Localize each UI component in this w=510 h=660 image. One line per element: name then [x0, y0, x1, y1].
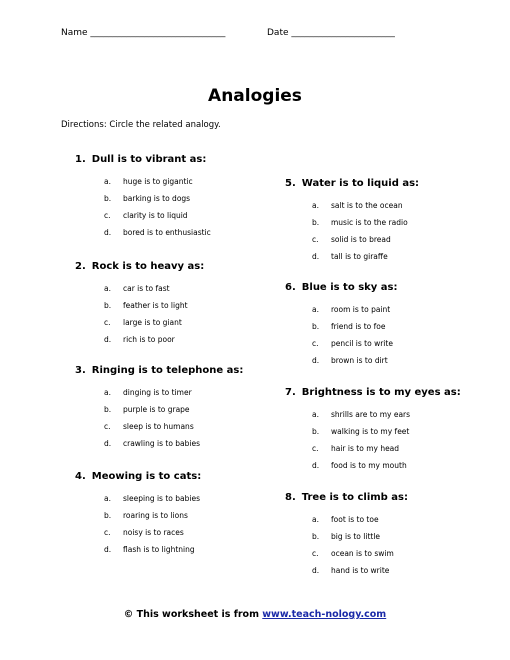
question-3 — [75, 364, 285, 455]
option-c[interactable] — [104, 421, 285, 438]
option-letter: b. — [312, 322, 320, 331]
option-a[interactable] — [104, 176, 285, 193]
question-heading — [75, 153, 285, 166]
option-letter: c. — [104, 528, 111, 537]
question-number: 1. — [75, 154, 86, 165]
option-text: feather is to light — [123, 301, 188, 310]
footer-credit — [0, 609, 510, 620]
option-text: large is to giant — [123, 318, 182, 327]
option-text: big is to little — [331, 532, 381, 541]
question-prompt: Brightness is to my eyes as: — [301, 387, 461, 398]
question-heading — [285, 177, 495, 190]
question-7 — [285, 386, 495, 477]
option-letter: b. — [104, 194, 112, 203]
option-letter: a. — [104, 284, 111, 293]
option-text: sleeping is to babies — [123, 494, 200, 503]
option-d[interactable] — [104, 227, 285, 244]
question-heading — [285, 491, 495, 504]
option-text: brown is to dirt — [331, 356, 388, 365]
question-prompt: Meowing is to cats: — [91, 471, 202, 482]
option-letter: b. — [104, 301, 112, 310]
option-text: flash is to lightning — [123, 545, 195, 554]
option-list — [75, 283, 285, 351]
option-list — [75, 387, 285, 455]
option-text: crawling is to babies — [123, 439, 201, 448]
question-number: 7. — [285, 387, 296, 398]
option-text: salt is to the ocean — [331, 201, 403, 210]
option-list — [75, 176, 285, 244]
option-b[interactable] — [312, 217, 495, 234]
option-b[interactable] — [312, 426, 495, 443]
footer-link[interactable]: www.teach-nology.com — [262, 609, 387, 620]
option-b[interactable] — [104, 404, 285, 421]
option-letter: c. — [312, 235, 319, 244]
question-number: 3. — [75, 365, 86, 376]
date-field[interactable]: Date _______________________ — [267, 28, 395, 38]
option-letter: d. — [104, 335, 112, 344]
option-text: sleep is to humans — [123, 422, 194, 431]
option-c[interactable] — [104, 210, 285, 227]
question-5 — [285, 177, 495, 268]
question-heading — [285, 386, 495, 399]
option-text: purple is to grape — [123, 405, 190, 414]
option-letter: b. — [312, 532, 320, 541]
option-d[interactable] — [312, 355, 495, 372]
option-letter: a. — [312, 410, 319, 419]
option-text: walking is to my feet — [331, 427, 410, 436]
option-text: bored is to enthusiastic — [123, 228, 211, 237]
option-letter: c. — [312, 549, 319, 558]
option-b[interactable] — [312, 531, 495, 548]
question-prompt: Tree is to climb as: — [301, 492, 409, 503]
option-d[interactable] — [312, 251, 495, 268]
option-b[interactable] — [104, 300, 285, 317]
option-letter: d. — [104, 228, 112, 237]
footer-prefix: © This worksheet is from — [123, 609, 263, 620]
option-text: solid is to bread — [331, 235, 391, 244]
option-a[interactable] — [104, 493, 285, 510]
question-6 — [285, 281, 495, 372]
option-letter: a. — [104, 388, 111, 397]
option-text: roaring is to lions — [123, 511, 188, 520]
option-list — [285, 200, 495, 268]
question-number: 2. — [75, 261, 86, 272]
option-a[interactable] — [312, 514, 495, 531]
option-a[interactable] — [104, 387, 285, 404]
option-text: barking is to dogs — [123, 194, 191, 203]
question-heading — [75, 260, 285, 273]
option-text: hair is to my head — [331, 444, 400, 453]
option-a[interactable] — [312, 304, 495, 321]
directions-text: Directions: Circle the related analogy. — [61, 120, 221, 130]
option-letter: b. — [312, 427, 320, 436]
question-prompt: Rock is to heavy as: — [91, 261, 205, 272]
question-prompt: Ringing is to telephone as: — [91, 365, 244, 376]
option-letter: a. — [312, 201, 319, 210]
option-letter: d. — [104, 545, 112, 554]
option-text: food is to my mouth — [331, 461, 407, 470]
option-d[interactable] — [104, 438, 285, 455]
option-c[interactable] — [312, 338, 495, 355]
option-text: dinging is to timer — [123, 388, 192, 397]
question-number: 4. — [75, 471, 86, 482]
question-number: 8. — [285, 492, 296, 503]
option-d[interactable] — [104, 334, 285, 351]
name-field[interactable]: Name ______________________________ — [61, 28, 226, 38]
option-letter: d. — [104, 439, 112, 448]
option-text: shrills are to my ears — [331, 410, 411, 419]
option-text: car is to fast — [123, 284, 170, 293]
question-number: 6. — [285, 282, 296, 293]
question-heading — [75, 364, 285, 377]
option-text: friend is to foe — [331, 322, 386, 331]
option-text: huge is to gigantic — [123, 177, 193, 186]
option-c[interactable] — [312, 234, 495, 251]
question-heading — [285, 281, 495, 294]
question-8 — [285, 491, 495, 582]
question-1 — [75, 153, 285, 244]
option-a[interactable] — [312, 200, 495, 217]
option-c[interactable] — [104, 317, 285, 334]
option-text: room is to paint — [331, 305, 391, 314]
option-list — [285, 409, 495, 477]
option-letter: c. — [104, 318, 111, 327]
question-heading — [75, 470, 285, 483]
option-letter: b. — [104, 511, 112, 520]
option-letter: a. — [312, 305, 319, 314]
option-letter: d. — [312, 252, 320, 261]
option-text: tall is to giraffe — [331, 252, 388, 261]
option-letter: d. — [312, 461, 320, 470]
option-letter: c. — [312, 444, 319, 453]
option-letter: d. — [312, 356, 320, 365]
option-text: hand is to write — [331, 566, 390, 575]
option-letter: a. — [104, 177, 111, 186]
question-prompt: Dull is to vibrant as: — [91, 154, 207, 165]
option-b[interactable] — [312, 321, 495, 338]
question-prompt: Blue is to sky as: — [301, 282, 398, 293]
option-b[interactable] — [104, 510, 285, 527]
question-2 — [75, 260, 285, 351]
option-d[interactable] — [312, 460, 495, 477]
option-c[interactable] — [104, 527, 285, 544]
option-list — [285, 304, 495, 372]
option-letter: a. — [312, 515, 319, 524]
option-a[interactable] — [312, 409, 495, 426]
option-letter: a. — [104, 494, 111, 503]
option-text: ocean is to swim — [331, 549, 394, 558]
option-a[interactable] — [104, 283, 285, 300]
option-text: clarity is to liquid — [123, 211, 188, 220]
question-prompt: Water is to liquid as: — [301, 178, 420, 189]
option-text: pencil is to write — [331, 339, 393, 348]
question-4 — [75, 470, 285, 561]
option-letter: c. — [104, 422, 111, 431]
option-d[interactable] — [104, 544, 285, 561]
option-letter: b. — [312, 218, 320, 227]
option-letter: d. — [312, 566, 320, 575]
option-list — [75, 493, 285, 561]
option-text: rich is to poor — [123, 335, 175, 344]
option-b[interactable] — [104, 193, 285, 210]
option-c[interactable] — [312, 443, 495, 460]
option-letter: b. — [104, 405, 112, 414]
option-letter: c. — [104, 211, 111, 220]
question-number: 5. — [285, 178, 296, 189]
option-list — [285, 514, 495, 582]
option-c[interactable] — [312, 548, 495, 565]
option-text: music is to the radio — [331, 218, 408, 227]
option-letter: c. — [312, 339, 319, 348]
option-d[interactable] — [312, 565, 495, 582]
option-text: foot is to toe — [331, 515, 379, 524]
page-title: Analogies — [208, 86, 302, 106]
option-text: noisy is to races — [123, 528, 184, 537]
